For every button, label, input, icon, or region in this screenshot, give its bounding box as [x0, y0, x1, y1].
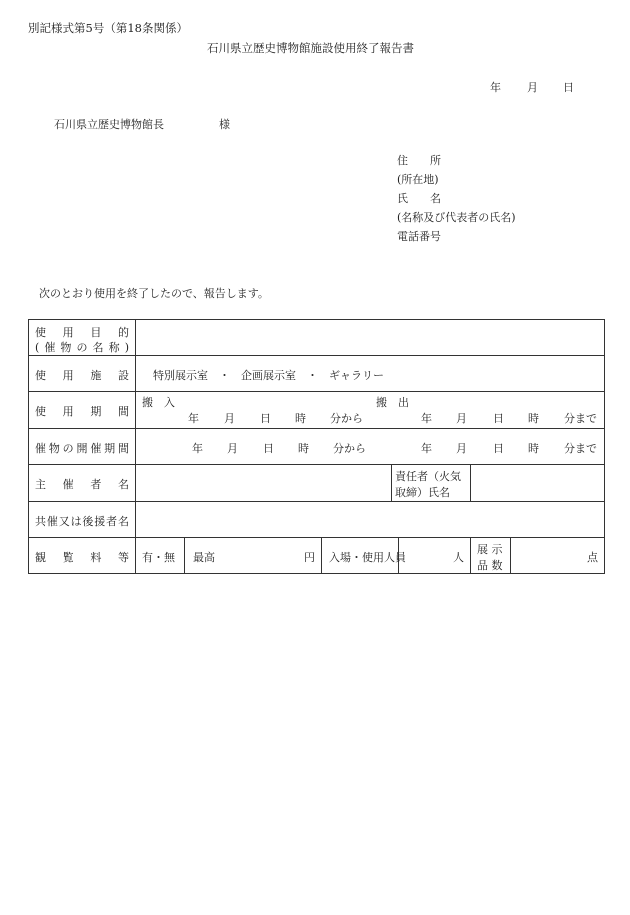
event-period-label-cell — [29, 429, 136, 465]
date-year: 年 — [490, 81, 501, 94]
event-start-hour: 時 — [298, 442, 309, 455]
exhibit-count-label-line1: 展 示 — [477, 543, 503, 556]
event-start-minute: 分から — [333, 442, 366, 455]
applicant-name-label: 氏 名 — [397, 192, 441, 205]
cosponsor-label-cell — [29, 502, 136, 538]
purpose-label-cell — [29, 320, 136, 356]
exhibit-count-unit: 点 — [587, 551, 599, 564]
period-start-minute: 分から — [330, 412, 363, 425]
event-start-month: 月 — [227, 442, 238, 455]
purpose-sublabel: (催物の名称) — [35, 341, 129, 354]
purpose-label: 使 用 目 的 — [35, 326, 129, 339]
event-start-day: 日 — [263, 442, 274, 455]
carry-in-label: 搬 入 — [142, 396, 175, 409]
organizer-value-cell[interactable] — [136, 465, 392, 502]
report-form-table — [28, 319, 605, 574]
event-end-month: 月 — [456, 442, 467, 455]
responsible-label-line2: 取締）氏名 — [395, 486, 450, 499]
event-end-minute: 分まで — [564, 442, 597, 455]
event-period-value-cell[interactable] — [136, 429, 605, 465]
attendance-value-cell[interactable] — [399, 538, 471, 574]
page-title: 石川県立歴史博物館施設使用終了報告書 — [207, 41, 414, 55]
fee-yen-unit: 円 — [304, 551, 315, 564]
attendance-label-cell — [322, 538, 406, 574]
event-period-label: 催物の開催期間 — [35, 442, 129, 455]
fee-max-label: 最高 — [193, 551, 215, 564]
period-end-minute: 分まで — [564, 412, 597, 425]
period-value-cell[interactable] — [136, 392, 605, 429]
exhibit-count-value-cell[interactable] — [511, 538, 605, 574]
period-start-year: 年 — [188, 412, 199, 425]
responsible-label-line1: 責任者（火気 — [395, 470, 461, 483]
event-end-hour: 時 — [528, 442, 539, 455]
period-end-year: 年 — [421, 412, 432, 425]
row-cosponsor — [29, 502, 605, 538]
organizer-label: 主 催 者 名 — [35, 478, 129, 491]
applicant-address-label: 住 所 — [397, 154, 441, 167]
attendance-label: 入場・使用人員 — [329, 551, 406, 564]
fee-label: 観 覧 料 等 — [35, 551, 129, 564]
facility-label: 使 用 施 設 — [35, 369, 129, 382]
addressee-honorific: 様 — [219, 118, 230, 131]
date-month: 月 — [527, 81, 538, 94]
attendance-unit: 人 — [453, 551, 464, 564]
fee-label-cell — [29, 538, 136, 574]
row-period — [29, 392, 605, 429]
period-start-month: 月 — [224, 412, 235, 425]
date-day: 日 — [563, 81, 574, 94]
purpose-value-cell[interactable] — [136, 320, 605, 356]
period-end-hour: 時 — [528, 412, 539, 425]
responsible-label-cell — [392, 465, 471, 502]
form-reference: 別記様式第5号（第18条関係） — [28, 21, 188, 35]
row-purpose — [29, 320, 605, 356]
row-facility — [29, 356, 605, 392]
fee-yesno: 有・無 — [142, 551, 175, 564]
facility-label-cell — [29, 356, 136, 392]
fee-yesno-cell[interactable] — [136, 538, 185, 574]
applicant-phone-label: 電話番号 — [397, 230, 441, 243]
cosponsor-label: 共催又は後援者名 — [35, 515, 129, 528]
event-end-year: 年 — [421, 442, 432, 455]
fee-max-cell[interactable] — [185, 538, 322, 574]
row-event-period — [29, 429, 605, 465]
period-label-cell — [29, 392, 136, 429]
period-start-day: 日 — [260, 412, 271, 425]
carry-out-label: 搬 出 — [376, 396, 409, 409]
facility-options: 特別展示室 ・ 企画展示室 ・ ギャラリー — [153, 369, 384, 382]
row-fee — [29, 538, 605, 574]
period-label: 使 用 期 間 — [35, 405, 129, 418]
exhibit-count-label-cell — [471, 538, 511, 574]
period-start-hour: 時 — [295, 412, 306, 425]
facility-value-cell[interactable] — [136, 356, 605, 392]
event-end-day: 日 — [493, 442, 504, 455]
period-end-day: 日 — [493, 412, 504, 425]
row-organizer — [29, 465, 605, 502]
exhibit-count-label-line2: 品 数 — [477, 559, 503, 572]
intro-text: 次のとおり使用を終了したので、報告します。 — [39, 287, 269, 300]
cosponsor-value-cell[interactable] — [136, 502, 605, 538]
responsible-value-cell[interactable] — [471, 465, 605, 502]
organizer-label-cell — [29, 465, 136, 502]
applicant-name-note: (名称及び代表者の氏名) — [397, 211, 516, 224]
addressee-name: 石川県立歴史博物館長 — [54, 118, 164, 131]
event-start-year: 年 — [192, 442, 203, 455]
period-end-month: 月 — [456, 412, 467, 425]
applicant-location-label: (所在地) — [397, 173, 439, 186]
